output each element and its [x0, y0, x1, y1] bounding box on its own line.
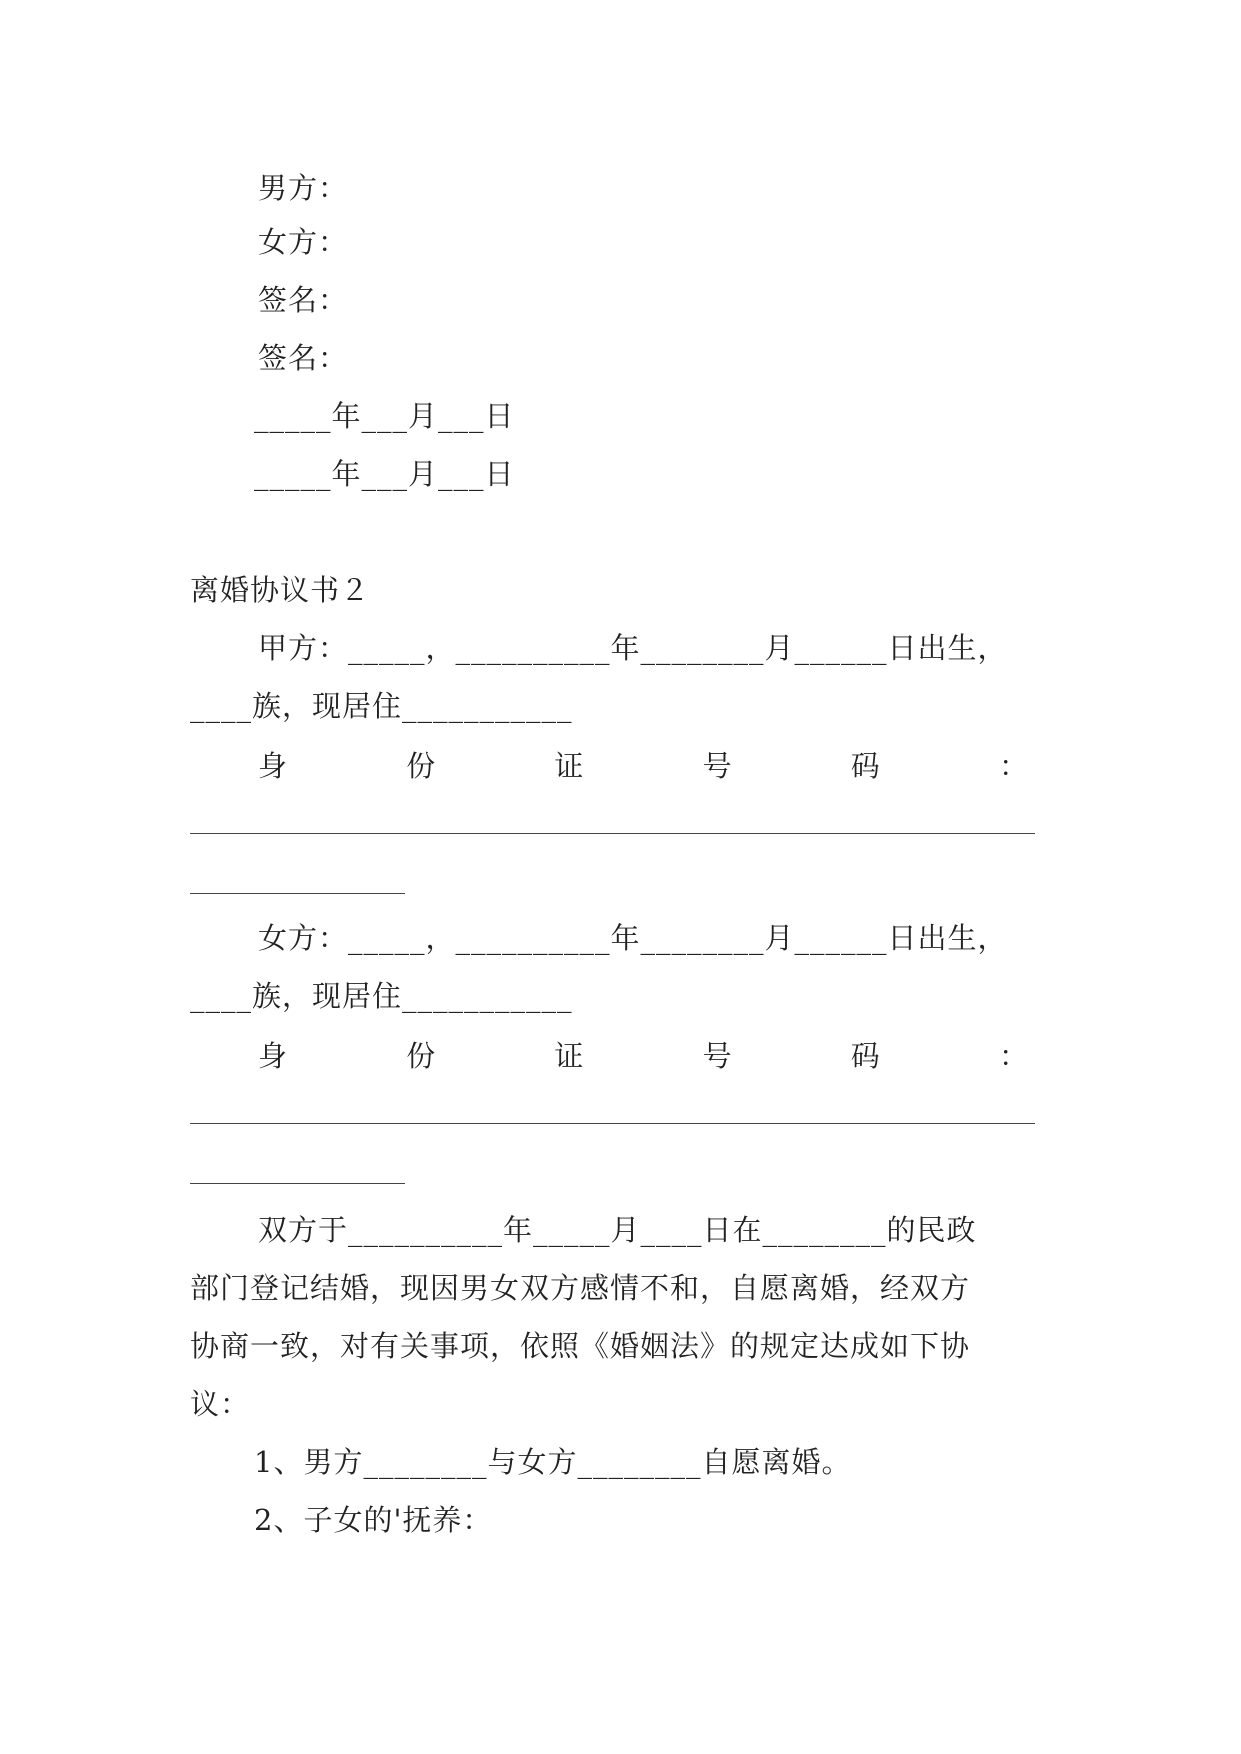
id-char: 份: [406, 1039, 436, 1073]
signature-label-2: 签名：: [258, 341, 349, 375]
id-char: 证: [554, 1039, 584, 1073]
party-a-id-label: [258, 746, 1028, 786]
party-b-line-1: 女方：_____，__________年________月______日出生，: [258, 921, 1008, 955]
party-b-id-blank-line-short: [190, 1183, 405, 1184]
id-char: 号: [702, 749, 732, 783]
clause-2: 2、子女的'抚养：: [254, 1503, 493, 1537]
id-char: 证: [554, 749, 584, 783]
id-char: ：: [998, 749, 1028, 783]
id-char: 身: [258, 1039, 288, 1073]
male-label: 男方：: [258, 171, 349, 205]
body-paragraph-line-2: 部门登记结婚，现因男女双方感情不和，自愿离婚，经双方: [190, 1271, 971, 1305]
party-a-line-2: ____族，现居住___________: [190, 689, 573, 723]
party-a-id-blank-line: [190, 833, 1035, 834]
body-paragraph-line-1: 双方于__________年_____月____日在________的民政: [258, 1213, 977, 1247]
clause-1: 1、男方________与女方________自愿离婚。: [254, 1445, 852, 1479]
id-char: 身: [258, 749, 288, 783]
id-char: 码: [850, 1039, 880, 1073]
id-char: 份: [406, 749, 436, 783]
date-line-2: _____年___月___日: [254, 457, 515, 491]
party-a-line-1: 甲方：_____，__________年________月______日出生，: [258, 631, 1008, 665]
party-b-id-blank-line: [190, 1123, 1035, 1124]
signature-label-1: 签名：: [258, 283, 349, 317]
id-char: 码: [850, 749, 880, 783]
female-label: 女方：: [258, 225, 349, 259]
body-paragraph-line-3: 协商一致，对有关事项，依照《婚姻法》的规定达成如下协: [190, 1329, 971, 1363]
party-b-line-2: ____族，现居住___________: [190, 979, 573, 1013]
date-line-1: _____年___月___日: [254, 399, 515, 433]
agreement-title: 离婚协议书２: [190, 573, 371, 607]
id-char: 号: [702, 1039, 732, 1073]
body-paragraph-line-4: 议：: [190, 1387, 251, 1421]
id-char: ：: [998, 1039, 1028, 1073]
party-b-id-label: [258, 1036, 1028, 1076]
party-a-id-blank-line-short: [190, 893, 405, 894]
